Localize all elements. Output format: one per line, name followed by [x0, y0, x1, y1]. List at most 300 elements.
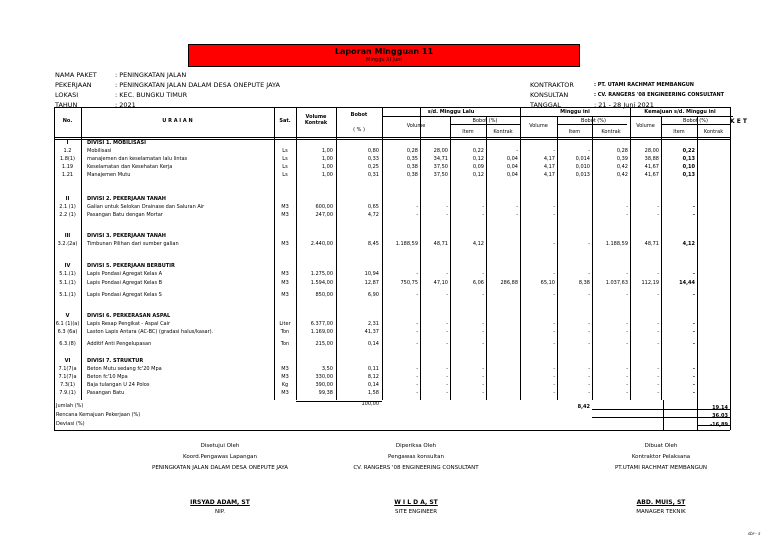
table-cell-c-vol: -: [626, 341, 628, 347]
deviasi-label: Deviasi (%): [56, 421, 85, 427]
table-cell-bobot: 8,12: [367, 374, 379, 380]
table-cell-uraian: Galian untuk Selokan Drainase dan Saluran Air: [87, 204, 205, 210]
table-cell-a-vol: 1.188,59: [395, 241, 418, 247]
table-cell-c-kon: -: [692, 374, 695, 380]
table-cell-a-kon: -: [482, 212, 484, 218]
table-cell-uraian: Lapis Resap Pengikat - Aspal Cair: [87, 321, 171, 327]
table-cell-a-kon: 4,12: [472, 241, 484, 247]
info-value-lokasi: : KEC. BUNGKU TIMUR: [115, 91, 188, 99]
table-cell-a-kon: -: [482, 390, 484, 396]
table-cell-sat: M3: [281, 271, 289, 277]
table-cell-no: V: [65, 313, 70, 319]
table-cell-c-item: -: [657, 271, 659, 277]
info-value-tahun: : 2021: [115, 101, 136, 109]
table-cell-c-vol: -: [626, 366, 628, 372]
table-cell-c-kon: 0,13: [682, 172, 695, 178]
table-cell-sat: M3: [281, 292, 289, 298]
table-cell-b-kon: -: [588, 341, 590, 347]
table-cell-a-vol: -: [416, 366, 418, 372]
signature-role: Dibuat Oleh: [644, 443, 678, 449]
table-cell-vol: 390,00: [315, 382, 333, 388]
table-cell-a-item: 37,50: [433, 172, 448, 178]
table-cell-sat: Ton: [280, 329, 290, 335]
table-cell-b-item: -: [553, 374, 555, 380]
col-header-volume-b: Volume: [529, 123, 548, 129]
table-cell-a-vol: -: [416, 390, 418, 396]
table-cell-uraian: Keselamatan dan Kesehatan Kerja: [87, 164, 173, 170]
table-cell-vol: 1.275,00: [310, 271, 333, 277]
table-cell-b-item: -: [553, 292, 555, 298]
table-cell-vol: 1,00: [321, 164, 333, 170]
table-cell-no: 6.3 (6a): [57, 329, 78, 335]
table-cell-vol: 99,38: [318, 390, 333, 396]
table-cell-a-vol: -: [416, 341, 418, 347]
table-cell-uraian: Lapis Pondasi Agregat Kelas S: [87, 292, 162, 298]
table-cell-a-kon: -: [482, 329, 484, 335]
table-cell-a-vol: -: [416, 271, 418, 277]
table-cell-b-kon: -: [588, 321, 590, 327]
col-header-minggu-ini: Minggu ini: [560, 109, 590, 115]
table-cell-c-kon: -: [692, 271, 695, 277]
table-cell-bobot: 0,14: [367, 341, 379, 347]
table-cell-b-item: -: [553, 390, 555, 396]
table-cell-c-vol: -: [626, 382, 628, 388]
table-cell-c-vol: -: [626, 390, 628, 396]
signature-role: Diperiksa Oleh: [395, 443, 437, 449]
col-header-bobot-pct: ( % ): [353, 127, 365, 133]
table-cell-a-vol: -: [416, 204, 418, 210]
table-cell-bobot: 0,65: [367, 204, 379, 210]
table-cell-no: VI: [64, 358, 71, 364]
table-cell-a-item: 28,00: [433, 148, 448, 154]
table-cell-bobot: 0,80: [367, 148, 379, 154]
table-cell-b-item: 65,10: [540, 280, 555, 286]
table-cell-uraian: Manajemen Mutu: [87, 172, 131, 178]
table-cell-c-item: 48,71: [644, 241, 659, 247]
signature-subtitle: SITE ENGINEER: [394, 509, 438, 515]
table-cell-a-kon: -: [482, 374, 484, 380]
table-cell-no: 1.8(1): [59, 156, 76, 162]
table-cell-b-item: 4,17: [543, 164, 555, 170]
table-cell-b-item: -: [553, 366, 555, 372]
info-label-konsultan: KONSULTAN: [530, 91, 569, 99]
table-cell-no: II: [65, 196, 70, 202]
table-cell-c-kon: -: [692, 212, 695, 218]
table-cell-b-kon: 0,014: [575, 156, 590, 162]
table-vline: [730, 107, 731, 400]
table-cell-b-item: -: [553, 341, 555, 347]
table-cell-bobot: 10,94: [364, 271, 379, 277]
signature-name: ABD. MUIS, ST: [636, 499, 686, 506]
table-cell-bobot: 0,31: [367, 172, 379, 178]
table-cell-vol: 1,00: [321, 172, 333, 178]
table-cell-no: 5.1.(1): [59, 271, 76, 277]
table-cell-c-item: -: [657, 374, 659, 380]
rencana-value: 36,03: [712, 413, 728, 419]
info-label-tanggal: TANGGAL: [530, 101, 561, 109]
jumlah-label: Jumlah (%): [56, 403, 84, 409]
info-left-labels: [55, 70, 97, 110]
table-cell-a-item: -: [446, 321, 448, 327]
table-cell-b-vol: -: [516, 204, 518, 210]
table-cell-bobot: 41,37: [364, 329, 379, 335]
table-cell-vol: 850,00: [315, 292, 333, 298]
table-cell-b-kon: 8,38: [578, 280, 590, 286]
table-cell-sat: M3: [281, 374, 289, 380]
info-label-nama-paket: NAMA PAKET: [55, 71, 97, 79]
table-cell-b-kon: -: [588, 390, 590, 396]
table-cell-a-vol: 0,38: [406, 164, 418, 170]
table-cell-b-vol: -: [516, 148, 518, 154]
table-cell-a-item: -: [446, 292, 448, 298]
table-cell-no: 1.2: [63, 148, 72, 154]
table-hline: [592, 417, 730, 418]
table-cell-b-item: -: [553, 321, 555, 327]
info-right-values: [594, 80, 724, 110]
table-cell-vol: 247,00: [315, 212, 333, 218]
table-cell-c-kon: -: [692, 292, 695, 298]
table-cell-no: 6.1 (1)(a): [55, 321, 80, 327]
table-cell-uraian: Lapis Pondasi Agregat Kelas B: [87, 280, 163, 286]
table-cell-a-vol: -: [416, 382, 418, 388]
table-cell-b-item: 4,17: [543, 172, 555, 178]
table-cell-uraian: Timbunan Pilihan dari sumber galian: [87, 241, 179, 247]
col-header-bobot: Bobot: [350, 112, 368, 118]
table-cell-sat: Ton: [280, 341, 290, 347]
table-cell-c-item: -: [657, 341, 659, 347]
table-cell-no: 6.3.(8): [59, 341, 76, 347]
jumlah-minggu-ini: 8,42: [577, 404, 590, 410]
info-value-nama-paket: : PENINGKATAN JALAN: [115, 71, 187, 79]
table-cell-no: III: [64, 233, 71, 239]
table-cell-uraian: Lapis Pondasi Agregat Kelas A: [87, 271, 163, 277]
table-cell-c-vol: -: [626, 271, 628, 277]
table-cell-uraian: Mobilisasi: [87, 148, 112, 154]
table-cell-sat: Ls: [282, 148, 288, 154]
table-cell-a-item: 47,10: [433, 280, 448, 286]
table-cell-a-vol: -: [416, 212, 418, 218]
table-cell-sat: Kg: [281, 382, 289, 388]
report-subtitle: Minggu XI Juni: [366, 57, 402, 63]
table-cell-a-item: -: [446, 204, 448, 210]
table-cell-uraian: DIVISI 6. PERKERASAN ASPAL: [87, 313, 171, 319]
signature-subtitle: MANAGER TEKNIK: [636, 509, 686, 515]
info-value-tanggal: : 21 - 28 Juni 2021: [594, 101, 654, 109]
table-hline: [592, 409, 730, 410]
table-cell-b-kon: -: [588, 374, 590, 380]
table-vline: [54, 400, 55, 430]
table-vline: [730, 400, 731, 430]
table-cell-c-vol: -: [626, 321, 628, 327]
info-right-labels: [530, 80, 574, 110]
table-cell-a-item: -: [446, 341, 448, 347]
table-cell-no: 5.1.(1): [59, 280, 76, 286]
table-cell-b-item: -: [553, 148, 555, 154]
table-cell-c-item: -: [657, 212, 659, 218]
table-cell-c-item: -: [657, 204, 659, 210]
table-cell-c-kon: 14,44: [679, 280, 695, 286]
table-cell-uraian: manajemen dan keselamatan lalu lintas: [87, 156, 188, 162]
rencana-label: Rencana Kemajuan Pekerjaan (%): [56, 412, 141, 418]
table-cell-b-kon: -: [588, 148, 590, 154]
table-cell-c-vol: 0,42: [616, 172, 628, 178]
table-cell-a-kon: -: [482, 271, 484, 277]
table-cell-uraian: Additif Anti Pengelupasan: [87, 341, 152, 347]
table-cell-bobot: 4,72: [367, 212, 379, 218]
table-cell-a-kon: -: [482, 382, 484, 388]
signature-title: Pengawas konsultan: [387, 454, 445, 460]
table-cell-a-kon: -: [482, 204, 484, 210]
table-cell-b-kon: 0,013: [575, 172, 590, 178]
signature-role: Disetujui Oleh: [200, 443, 240, 449]
table-cell-vol: 1.169,00: [310, 329, 333, 335]
table-cell-vol: 215,00: [315, 341, 333, 347]
table-cell-b-vol: 0,04: [506, 164, 518, 170]
table-cell-a-kon: 0,09: [472, 164, 484, 170]
table-hline: [450, 124, 520, 125]
table-cell-a-kon: 0,22: [472, 148, 484, 154]
table-cell-a-kon: 0,12: [472, 172, 484, 178]
table-cell-b-kon: -: [588, 241, 590, 247]
table-cell-bobot: 8,45: [367, 241, 379, 247]
report-title: Laporan Mingguan 11: [334, 47, 434, 56]
table-cell-a-vol: -: [416, 374, 418, 380]
table-cell-a-vol: 0,38: [406, 172, 418, 178]
col-header-item-b: Item: [568, 129, 581, 135]
table-cell-sat: M3: [281, 390, 289, 396]
col-header-volume-c: Volume: [636, 123, 655, 129]
table-cell-b-kon: -: [588, 382, 590, 388]
table-cell-a-item: -: [446, 212, 448, 218]
jumlah-kemajuan: 19,14: [712, 405, 728, 411]
table-cell-sat: Ls: [282, 164, 288, 170]
table-cell-uraian: Pasangan Batu dengan Mortar: [87, 212, 163, 218]
table-cell-uraian: DIVISI 2. PEKERJAAN TANAH: [87, 196, 166, 202]
table-hline: [697, 425, 730, 426]
table-cell-c-kon: 4,12: [682, 241, 695, 247]
table-vline: [697, 116, 698, 400]
table-cell-b-item: -: [553, 204, 555, 210]
table-cell-b-vol: 286,88: [500, 280, 518, 286]
table-cell-uraian: DIVISI 1. MOBILISASI: [87, 140, 146, 146]
table-cell-uraian: Baja tulangan U 24 Polos: [87, 382, 150, 388]
signature-org: PT.UTAMI RACHMAT MEMBANGUN: [614, 465, 708, 471]
table-cell-b-kon: -: [588, 271, 590, 277]
table-cell-c-item: 28,00: [644, 148, 659, 154]
table-cell-uraian: Pasangan Batu: [87, 390, 125, 396]
table-cell-c-vol: -: [626, 292, 628, 298]
col-header-volume-a: Volume: [406, 123, 426, 129]
table-cell-a-item: -: [446, 271, 448, 277]
table-cell-sat: Liter: [279, 321, 291, 327]
table-cell-uraian: Beton fc'10 Mpa: [87, 374, 128, 380]
table-cell-a-kon: -: [482, 292, 484, 298]
table-cell-c-item: -: [657, 321, 659, 327]
table-cell-c-item: 41,67: [644, 164, 659, 170]
table-hline: [54, 430, 730, 431]
col-header-bobot-pct-a: Bobot (%): [472, 118, 498, 124]
table-cell-a-kon: 0,12: [472, 156, 484, 162]
table-cell-vol: 3,50: [321, 366, 333, 372]
table-cell-c-kon: 0,13: [682, 156, 695, 162]
deviasi-value: -16,89: [710, 422, 728, 428]
table-cell-c-item: -: [657, 390, 659, 396]
table-cell-no: 1.21: [61, 172, 74, 178]
signature-title: Kontraktor Pelaksana: [631, 454, 691, 460]
table-cell-b-item: -: [553, 212, 555, 218]
jumlah-bobot: 100,00: [361, 401, 379, 407]
col-header-bobot-pct-c: Bobot (%): [683, 118, 708, 124]
table-cell-no: 2.1 (1): [59, 204, 76, 210]
table-cell-vol: 600,00: [315, 204, 333, 210]
table-cell-c-kon: -: [692, 321, 695, 327]
table-cell-c-item: 112,19: [641, 280, 659, 286]
table-cell-a-item: -: [446, 374, 448, 380]
signature-subtitle: NIP.: [215, 509, 225, 515]
table-cell-a-item: 37,50: [433, 164, 448, 170]
table-cell-a-kon: -: [482, 341, 484, 347]
table-cell-uraian: DIVISI 3. PEKERJAAN TANAH: [87, 233, 166, 239]
table-cell-sat: M3: [281, 204, 289, 210]
table-cell-sat: M3: [281, 241, 289, 247]
info-label-kontraktor: KONTRAKTOR: [530, 81, 574, 89]
table-cell-bobot: 0,33: [367, 156, 379, 162]
table-cell-c-item: -: [657, 382, 659, 388]
table-cell-b-vol: 0,04: [506, 172, 518, 178]
table-cell-a-item: 48,71: [433, 241, 448, 247]
col-header-no: No.: [62, 118, 73, 124]
table-cell-c-kon: -: [692, 204, 695, 210]
info-value-kontraktor: : PT. UTAMI RACHMAT MEMBANGUN: [594, 82, 694, 88]
table-cell-no: I: [66, 140, 69, 146]
table-cell-no: IV: [64, 263, 71, 269]
table-cell-b-vol: -: [516, 212, 518, 218]
table-cell-c-vol: 0,39: [616, 156, 628, 162]
info-label-tahun: TAHUN: [55, 101, 78, 109]
col-header-sat: Sat.: [279, 118, 291, 124]
table-cell-a-item: -: [446, 390, 448, 396]
table-cell-b-kon: 0,010: [575, 164, 590, 170]
table-cell-bobot: 0,25: [367, 164, 379, 170]
table-cell-c-vol: -: [626, 329, 628, 335]
col-header-item-a: Item: [462, 129, 474, 135]
info-left-values: [115, 70, 280, 110]
table-cell-no: 7.3(1): [59, 382, 76, 388]
table-cell-a-vol: 0,28: [406, 148, 418, 154]
table-cell-no: 5.1.(1): [59, 292, 76, 298]
table-cell-uraian: Beton Mutu sedang fc'20 Mpa: [87, 366, 162, 372]
table-cell-c-vol: 1.188,59: [605, 241, 628, 247]
table-cell-c-vol: -: [626, 212, 628, 218]
signature-name: W I L D A, ST: [394, 499, 438, 506]
table-hline: [54, 137, 730, 138]
table-cell-a-item: -: [446, 382, 448, 388]
col-header-volume-kontrak: Volume Kontrak: [304, 114, 328, 126]
table-cell-c-kon: 0,22: [682, 148, 695, 154]
col-header-bobot-pct-b: Bobot (%): [581, 118, 606, 124]
table-cell-a-vol: 750,75: [400, 280, 418, 286]
report-title-banner: [188, 44, 580, 67]
signature-org: PENINGKATAN JALAN DALAM DESA ONEPUTE JAYA: [152, 465, 288, 471]
table-cell-c-vol: 0,28: [616, 148, 628, 154]
info-label-lokasi: LOKASI: [55, 91, 79, 99]
table-cell-c-item: 38,88: [644, 156, 659, 162]
table-cell-vol: 6.377,00: [310, 321, 333, 327]
col-header-kemajuan: Kemajuan s/d. Minggu ini: [644, 109, 716, 115]
info-value-pekerjaan: : PENINGKATAN JALAN DALAM DESA ONEPUTE JAYA: [115, 81, 280, 89]
table-cell-a-vol: -: [416, 329, 418, 335]
table-cell-c-kon: -: [692, 382, 695, 388]
table-cell-a-kon: 6,06: [472, 280, 484, 286]
table-cell-b-vol: 0,04: [506, 156, 518, 162]
table-cell-uraian: DIVISI 5. PEKERJAAN BERBUTIR: [87, 263, 175, 269]
table-cell-c-kon: -: [692, 390, 695, 396]
table-cell-no: 3.2.(2a): [57, 241, 78, 247]
table-cell-c-kon: -: [692, 329, 695, 335]
table-cell-no: 2.2 (1): [59, 212, 76, 218]
page-mark: sbr-- s: [748, 531, 761, 536]
table-cell-bobot: 12,87: [364, 280, 379, 286]
table-cell-c-kon: 0,10: [682, 164, 695, 170]
col-header-kontrak-a: Kontrak: [493, 129, 513, 135]
table-cell-vol: 1,00: [321, 156, 333, 162]
table-cell-bobot: 0,14: [367, 382, 379, 388]
table-cell-c-kon: -: [692, 341, 695, 347]
table-hline: [54, 107, 730, 108]
table-cell-c-item: -: [657, 366, 659, 372]
table-cell-a-vol: -: [416, 321, 418, 327]
table-hline: [661, 124, 730, 125]
table-cell-b-item: -: [553, 382, 555, 388]
table-cell-a-kon: -: [482, 321, 484, 327]
col-header-item-c: Item: [673, 129, 685, 135]
table-cell-sat: Ls: [282, 172, 288, 178]
table-cell-vol: 1,00: [321, 148, 333, 154]
table-cell-b-kon: -: [588, 292, 590, 298]
table-cell-vol: 1.594,00: [310, 280, 333, 286]
col-header-sd-minggu-lalu: s/d. Minggu Lalu: [427, 109, 475, 115]
table-cell-a-item: -: [446, 366, 448, 372]
table-cell-a-vol: 0,35: [406, 156, 418, 162]
col-header-kontrak-b: Kontrak: [601, 129, 621, 135]
table-cell-no: 7.1(7)a: [58, 374, 77, 380]
table-cell-bobot: 2,31: [367, 321, 379, 327]
table-cell-b-item: 4,17: [543, 156, 555, 162]
table-vline: [81, 107, 82, 400]
table-cell-no: 1.19: [61, 164, 74, 170]
table-cell-b-kon: -: [588, 329, 590, 335]
table-cell-c-vol: -: [626, 204, 628, 210]
table-cell-b-item: -: [553, 271, 555, 277]
info-value-konsultan: : CV. RANGERS '08 ENGINEERING CONSULTANT: [594, 92, 725, 98]
table-cell-uraian: DIVISI 7. STRUKTUR: [87, 358, 144, 364]
table-cell-a-item: 34,71: [433, 156, 448, 162]
table-cell-sat: M3: [281, 280, 289, 286]
table-cell-c-item: 41,67: [644, 172, 659, 178]
info-label-pekerjaan: PEKERJAAN: [55, 81, 92, 89]
table-cell-sat: M3: [281, 366, 289, 372]
signature-org: CV. RANGERS '08 ENGINEERING CONSULTANT: [353, 465, 479, 471]
table-cell-b-kon: -: [588, 366, 590, 372]
table-cell-vol: 2.440,00: [310, 241, 333, 247]
col-header-kontrak-c: Kontrak: [703, 129, 724, 135]
table-cell-sat: M3: [281, 212, 289, 218]
table-cell-c-vol: -: [626, 374, 628, 380]
table-cell-c-vol: 1.037,63: [605, 280, 628, 286]
table-cell-a-vol: -: [416, 292, 418, 298]
table-cell-a-kon: -: [482, 366, 484, 372]
table-cell-c-item: -: [657, 292, 659, 298]
